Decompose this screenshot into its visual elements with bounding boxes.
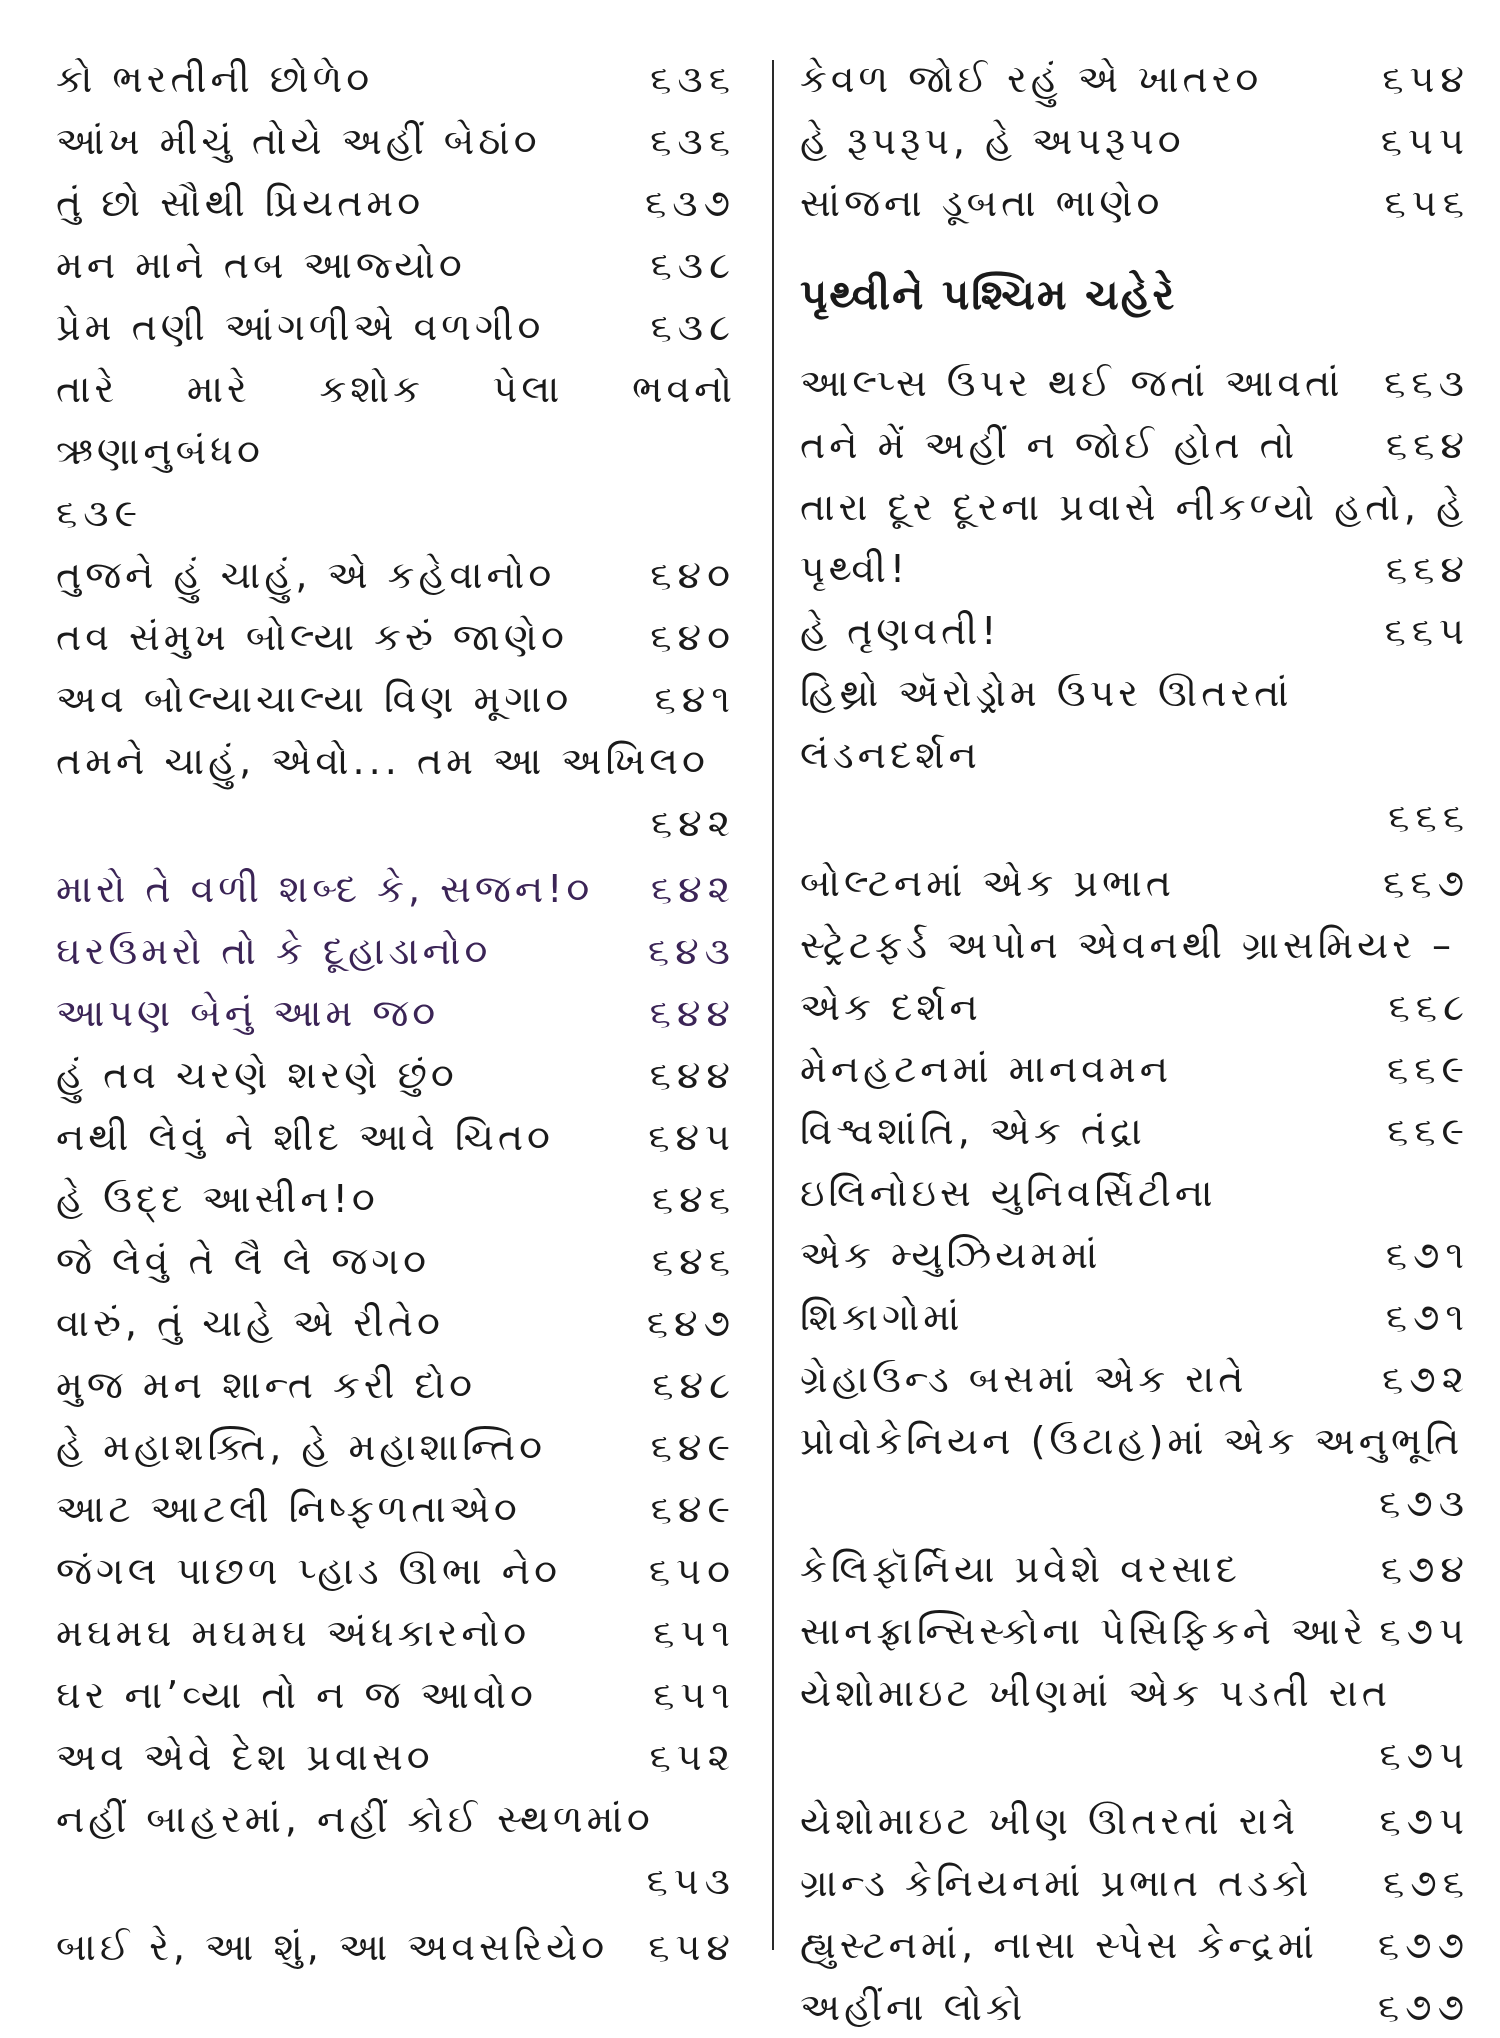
entry-title: મેનહટનમાં માનવમન (800, 1047, 1173, 1091)
entry-title: સાંજના ડૂબતા ભાણે૦ (800, 181, 1164, 225)
entry-title: અવ બોલ્યાચાલ્યા વિણ મૂગા૦ (56, 677, 573, 721)
entry-title: હું તવ ચરણે શરણે છું૦ (56, 1053, 458, 1097)
toc-entry (56, 858, 736, 920)
toc-entry (56, 1916, 736, 1978)
entry-page: ૬૬૭ (1383, 861, 1470, 905)
entry-page: ૬૬૫ (1384, 609, 1470, 653)
toc-entry (56, 1540, 736, 1602)
toc-entry (800, 1162, 1470, 1286)
entry-title: નથી લેવું ને શીદ આવે ચિત૦ (56, 1115, 554, 1159)
entry-title: શિકાગોમાં (800, 1295, 964, 1339)
entry-page: ૬૫૪ (648, 1925, 736, 1969)
entry-page: ૬૪૬ (651, 1239, 736, 1283)
entry-title: આટ આટલી નિષ્ફળતાએ૦ (56, 1487, 521, 1531)
toc-entry (800, 1790, 1470, 1852)
entry-title: અહીંના લોકો (800, 1985, 1027, 2029)
left-column (56, 48, 736, 1978)
entry-page: ૬૬૩ (1384, 361, 1470, 405)
entry-page: ૬૩૮ (650, 305, 736, 349)
entry-page: ૬૪૭ (646, 1301, 736, 1345)
entry-title: કેવળ જોઈ રહું એ ખાતર૦ (800, 57, 1263, 101)
toc-entry (800, 352, 1470, 414)
entry-title: ઘર ના’વ્યા તો ન જ આવો૦ (56, 1673, 537, 1717)
entry-page: ૬૩૮ (650, 243, 736, 287)
entry-title: સ્ટ્રેટફર્ડ અપોન એવનથી ગ્રાસમિયર – એક દર્શન (800, 923, 1456, 1029)
toc-entry (56, 668, 736, 730)
entry-title: જંગલ પાછળ પ્હાડ ઊભા ને૦ (56, 1549, 561, 1593)
entry-title: પ્રોવોકેનિયન (ઉટાહ)માં એક અનુભૂતિ (800, 1419, 1464, 1463)
entry-title: ઘરઉમરો તો કે દૂહાડાનો૦ (56, 929, 492, 973)
toc-entry (800, 1286, 1470, 1348)
toc-entry (800, 1348, 1470, 1410)
entry-page: ૬૪૮ (652, 1363, 736, 1407)
entry-title: યેશોમાઇટ ખીણમાં એક પડતી રાત (800, 1671, 1391, 1715)
entry-title: જે લેવું તે લૈ લે જગ૦ (56, 1239, 430, 1283)
entry-title: બોલ્ટનમાં એક પ્રભાત (800, 861, 1175, 905)
entry-page: ૬૬૬ (1388, 795, 1470, 839)
entry-title: મઘમઘ મઘમઘ અંધકારનો૦ (56, 1611, 531, 1655)
column-divider (772, 60, 774, 1950)
entry-title: આપણ બેનું આમ જ૦ (56, 991, 440, 1035)
entry-page: ૬૫૧ (653, 1611, 736, 1655)
toc-entry (56, 110, 736, 172)
entry-title: વારું, તું ચાહે એ રીતે૦ (56, 1301, 444, 1345)
entry-page: ૬૩૬ (650, 119, 736, 163)
entry-title: કેલિફૉર્નિયા પ્રવેશે વરસાદ (800, 1547, 1241, 1591)
toc-entry (800, 172, 1470, 234)
entry-page: ૬૭૫ (1379, 1609, 1470, 1653)
entry-page: ૬૪૬ (651, 1177, 736, 1221)
entry-page: ૬૫૩ (646, 1859, 736, 1903)
toc-entry (56, 172, 736, 234)
toc-entry (800, 1662, 1470, 1786)
toc-entry (56, 730, 736, 854)
entry-title: હે રૂપરૂપ, હે અપરૂપ૦ (800, 119, 1185, 163)
toc-entry (56, 358, 736, 544)
entry-title: હે તૃણવતી! (800, 609, 1001, 653)
toc-entry (800, 662, 1470, 848)
entry-title: નહીં બાહરમાં, નહીં કોઈ સ્થળમાં૦ (56, 1797, 654, 1841)
toc-entry (800, 1538, 1470, 1600)
toc-entry (56, 1106, 736, 1168)
entry-title: આંખ મીચું તોયે અહીં બેઠાં૦ (56, 119, 541, 163)
entry-page: ૬૪૨ (650, 801, 736, 845)
toc-entry (800, 1410, 1470, 1534)
right-column (800, 48, 1470, 2038)
entry-page: ૬૫૨ (649, 1735, 736, 1779)
entry-page: ૬૪૪ (649, 991, 736, 1035)
toc-entry (800, 414, 1470, 476)
entry-title: તમને ચાહું, એવો... તમ આ અખિલ૦ (56, 739, 709, 783)
entry-page: ૬૬૮ (1388, 985, 1470, 1029)
toc-entry (56, 1478, 736, 1540)
entry-page: ૬૫૫ (1380, 119, 1470, 163)
entry-page: ૬૭૭ (1377, 1985, 1470, 2029)
toc-entry (800, 600, 1470, 662)
entry-title: યેશોમાઇટ ખીણ ઊતરતાં રાત્રે (800, 1799, 1300, 1843)
toc-entry (56, 234, 736, 296)
entry-title: પ્રેમ તણી આંગળીએ વળગી૦ (56, 305, 545, 349)
toc-entry (56, 1168, 736, 1230)
toc-entry (56, 982, 736, 1044)
toc-entry (56, 1416, 736, 1478)
toc-entry (56, 1292, 736, 1354)
toc-entry (56, 1354, 736, 1416)
entry-page: ૬૪૯ (650, 1425, 736, 1469)
entry-page: ૬૭૨ (1382, 1357, 1470, 1401)
entry-page: ૬૬૯ (1386, 1047, 1470, 1091)
entry-page: ૬૩૭ (645, 181, 736, 225)
toc-entry (800, 1038, 1470, 1100)
toc-entry (800, 1976, 1470, 2038)
toc-entry (800, 852, 1470, 914)
toc-entry (56, 1726, 736, 1788)
entry-page: ૬૬૪ (1385, 423, 1470, 467)
toc-entry (800, 48, 1470, 110)
toc-entry (56, 1044, 736, 1106)
entry-title: વિશ્વશાંતિ, એક તંદ્રા (800, 1109, 1146, 1153)
toc-entry (800, 476, 1470, 600)
toc-entry (800, 1852, 1470, 1914)
entry-title: તારા દૂર દૂરના પ્રવાસે નીકળ્યો હતો, હે પૃથ્વી! (800, 485, 1468, 591)
entry-title: અવ એવે દેશ પ્રવાસ૦ (56, 1735, 434, 1779)
entry-page: ૬૭૩ (1379, 1481, 1470, 1525)
entry-title: ઇલિનોઇસ યુનિવર્સિટીના એક મ્યુઝિયમમાં (800, 1171, 1217, 1277)
entry-title: સાનફ્રાન્સિસ્કોના પેસિફિકને આરે (800, 1609, 1368, 1653)
entry-page: ૬૭૬ (1383, 1861, 1470, 1905)
entry-title: ગ્રાન્ડ કેનિયનમાં પ્રભાત તડકો (800, 1861, 1313, 1905)
entry-title: તું છો સૌથી પ્રિયતમ૦ (56, 181, 425, 225)
entry-title: કો ભરતીની છોળે૦ (56, 57, 374, 101)
entry-title: હે ઉદ્દ આસીન!૦ (56, 1177, 379, 1221)
toc-entry (56, 1664, 736, 1726)
entry-page: ૬૪૫ (648, 1115, 736, 1159)
toc-entry (56, 606, 736, 668)
entry-page: ૬૪૧ (654, 677, 736, 721)
entry-title: હિથ્રો ઍરોડ્રોમ ઉપર ઊતરતાં લંડનદર્શન (800, 671, 1293, 777)
entry-page: ૬૩૬ (650, 57, 736, 101)
toc-entry (800, 1100, 1470, 1162)
entry-page: ૬૭૧ (1385, 1233, 1470, 1277)
toc-entry (800, 1914, 1470, 1976)
entry-page: ૬૭૭ (1377, 1923, 1470, 1967)
entry-title: આલ્પ્સ ઉપર થઈ જતાં આવતાં (800, 361, 1344, 405)
toc-entry (56, 544, 736, 606)
toc-entry (56, 1602, 736, 1664)
entry-page: ૬૪૨ (650, 867, 736, 911)
entry-title: બાઈ રે, આ શું, આ અવસરિયે૦ (56, 1925, 609, 1969)
entry-page: ૬૫૦ (648, 1549, 736, 1593)
entry-page: ૬૬૪ (1385, 547, 1470, 591)
entry-title: મારો તે વળી શબ્દ કે, સજન!૦ (56, 867, 594, 911)
entry-page: ૬૪૦ (650, 553, 736, 597)
entry-title: મુજ મન શાન્ત કરી દો૦ (56, 1363, 477, 1407)
entry-page: ૬૫૪ (1382, 57, 1470, 101)
entry-page: ૬૫૬ (1384, 181, 1470, 225)
entry-title: ગ્રેહાઉન્ડ બસમાં એક રાતે (800, 1357, 1248, 1401)
entry-title: તને મેં અહીં ન જોઈ હોત તો (800, 423, 1299, 467)
entry-page: ૬૭૫ (1379, 1799, 1470, 1843)
entry-title: તારે મારે કશોક પેલા ભવનો ઋણાનુબંધ૦ (56, 367, 736, 473)
toc-entry (800, 110, 1470, 172)
toc-entry (800, 1600, 1470, 1662)
entry-page: ૬૭૪ (1380, 1547, 1470, 1591)
toc-entry (56, 1788, 736, 1912)
entry-page: ૬૩૯ (56, 491, 144, 535)
entry-page: ૬૭૧ (1385, 1295, 1470, 1339)
entry-title: મન માને તબ આજ્યો૦ (56, 243, 466, 287)
entry-page: ૬૫૧ (653, 1673, 736, 1717)
entry-title: તવ સંમુખ બોલ્યા કરું જાણે૦ (56, 615, 568, 659)
entry-page: ૬૬૯ (1386, 1109, 1470, 1153)
entry-page: ૬૪૯ (650, 1487, 736, 1531)
entry-title: હે મહાશક્તિ, હે મહાશાન્તિ૦ (56, 1425, 546, 1469)
entry-page: ૬૪૩ (647, 929, 736, 973)
toc-entry (56, 48, 736, 110)
toc-entry (56, 920, 736, 982)
entry-title: હ્યુસ્ટનમાં, નાસા સ્પેસ કેન્દ્રમાં (800, 1923, 1318, 1967)
entry-title: તુજને હું ચાહું, એ કહેવાનો૦ (56, 553, 556, 597)
toc-entry (56, 296, 736, 358)
section-heading: પૃથ્વીને પશ્ચિમ ચહેરે (800, 270, 1177, 319)
entry-page: ૬૭૫ (1379, 1733, 1470, 1777)
toc-entry (56, 1230, 736, 1292)
entry-page: ૬૪૪ (649, 1053, 736, 1097)
toc-entry (800, 914, 1470, 1038)
entry-page: ૬૪૦ (650, 615, 736, 659)
